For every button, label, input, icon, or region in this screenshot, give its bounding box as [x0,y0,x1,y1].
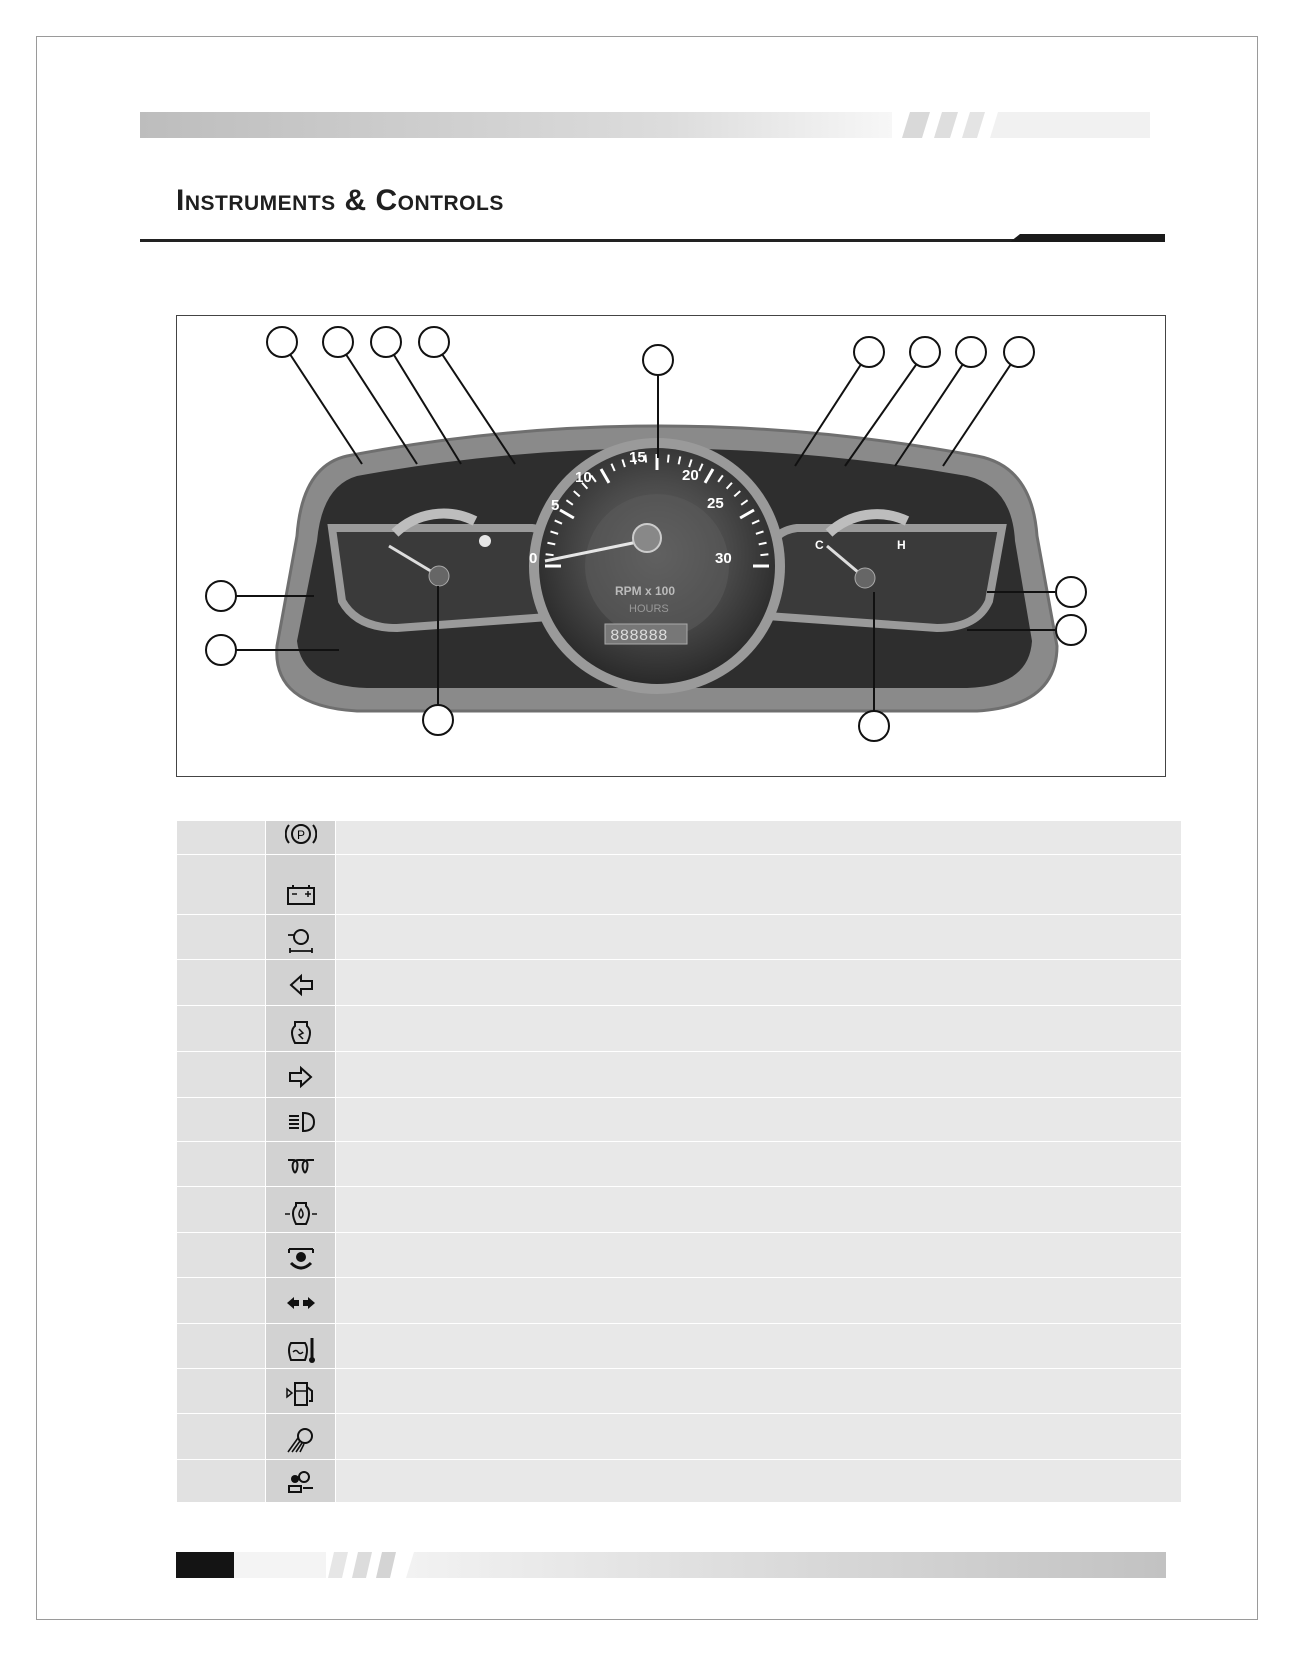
fuel-low-indicator [479,535,491,547]
legend-row [177,1369,1181,1414]
tach-label-20: 20 [682,467,699,484]
legend-row [177,1187,1181,1233]
tach-tick [546,554,554,555]
parking-brake-icon [266,821,336,854]
legend-description [336,1187,1181,1232]
callout-circle [643,345,673,375]
transmission-oil-icon [266,1460,336,1502]
callout-circle [1004,337,1034,367]
legend-row [177,1233,1181,1278]
legend-row [177,1460,1181,1503]
tach-label-5: 5 [551,497,560,514]
legend-number [177,1187,266,1232]
legend-number [177,1324,266,1368]
legend-number [177,960,266,1005]
callout-circle [323,327,353,357]
callout-circle [206,581,236,611]
hours-label: HOURS [629,603,669,615]
header-band [140,112,1150,138]
callout-circle [1056,577,1086,607]
legend-row [177,960,1181,1006]
temp-gauge-pod [767,528,1002,628]
hour-meter-value: 888888 [610,627,668,645]
callout-circle [371,327,401,357]
callout-circle [419,327,449,357]
tach-label-25: 25 [707,495,724,512]
legend-number [177,1369,266,1413]
oil-pressure-icon [266,1187,336,1232]
legend-description [336,1006,1181,1051]
legend-description [336,1233,1181,1277]
rpm-label: RPM x 100 [615,584,676,598]
legend-description [336,1142,1181,1186]
left-turn-indicator-icon [266,960,336,1005]
legend-description [336,1098,1181,1141]
legend-number [177,1006,266,1051]
callout-circle [267,327,297,357]
page-title: Instruments & Controls [176,184,504,217]
callout-circle [859,711,889,741]
legend-number [177,821,266,854]
legend-number [177,1098,266,1141]
legend-description [336,1369,1181,1413]
coolant-temperature-icon [266,1324,336,1368]
legend-row [177,855,1181,915]
legend-row [177,915,1181,960]
indicator-legend-table [177,821,1181,1503]
temp-gauge-hub [855,568,875,588]
legend-number [177,1142,266,1186]
right-turn-indicator-icon [266,1052,336,1097]
tach-tick [668,455,669,463]
temp-hot-label: H [897,538,906,552]
tach-label-0: 0 [529,550,538,567]
callout-circle [854,337,884,367]
legend-row [177,1052,1181,1098]
instrument-cluster-figure [176,315,1166,777]
legend-row [177,1278,1181,1324]
legend-row [177,1098,1181,1142]
legend-description [336,1052,1181,1097]
work-lamp-icon [266,1414,336,1459]
legend-row [177,1414,1181,1460]
tach-label-15: 15 [629,449,646,466]
legend-description [336,960,1181,1005]
legend-number [177,1278,266,1323]
legend-row [177,1006,1181,1052]
legend-description [336,1278,1181,1323]
legend-row [177,1324,1181,1369]
legend-row [177,1142,1181,1187]
legend-number [177,915,266,959]
high-beam-icon [266,1098,336,1141]
legend-description [336,821,1181,854]
tach-label-10: 10 [575,469,592,486]
legend-number [177,855,266,914]
tachometer-hub [633,524,661,552]
instrument-cluster-drawing [177,316,1167,778]
legend-number [177,1414,266,1459]
four-wheel-drive-icon [266,1233,336,1277]
legend-description [336,1460,1181,1502]
legend-number [177,1052,266,1097]
callout-circle [1056,615,1086,645]
tach-label-30: 30 [715,550,732,567]
fuel-gauge-hub [429,566,449,586]
legend-description [336,915,1181,959]
callout-circle [206,635,236,665]
callout-circle [423,705,453,735]
air-filter-icon [266,1006,336,1051]
pto-engaged-icon [266,915,336,959]
tachometer-inner [585,494,729,638]
callout-circle [910,337,940,367]
glow-plug-icon [266,1142,336,1186]
legend-number [177,1233,266,1277]
battery-charge-icon [266,855,336,914]
legend-description [336,855,1181,914]
fuel-level-icon [266,1369,336,1413]
temp-cold-label: C [815,538,824,552]
title-tab [1010,234,1165,242]
legend-row [177,821,1181,855]
footer-band [176,1552,1166,1578]
hazard-indicator-icon [266,1278,336,1323]
legend-number [177,1460,266,1502]
legend-description [336,1324,1181,1368]
callout-circle [956,337,986,367]
svg-text:P: P [296,828,305,842]
tach-tick [760,554,768,555]
legend-description [336,1414,1181,1459]
